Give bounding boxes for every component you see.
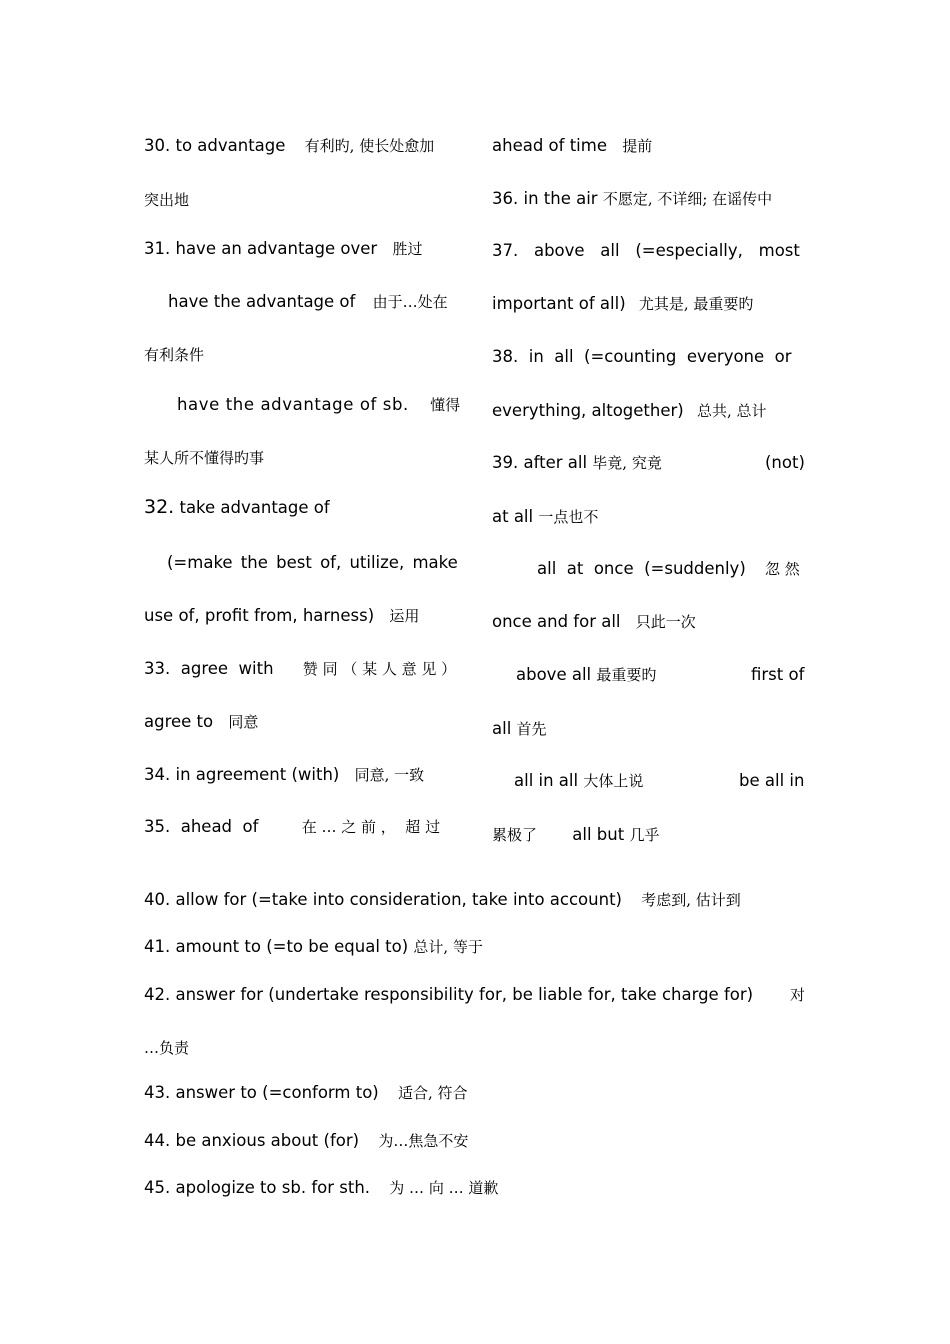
entry-39-sub1-meaning: 一点也不 [538,508,599,526]
entry-38: 38. in all (=counting everyone or [492,347,792,366]
entry-32-number: 32. [144,496,175,518]
entry-31-sub2-meaning: 懂得 [430,396,461,414]
entry-38-meaning: 总共, 总计 [696,402,767,420]
entry-39-sub7-meaning: 累极了 [492,826,538,844]
entry-39 [492,452,662,474]
entry-37-meaning: 尤其是, 最重要旳 [638,295,754,313]
entry-39-sub6-meaning: 大体上说 [583,772,644,790]
entry-39-sub8-phrase: all but [572,825,625,844]
entry-39-sub2-phrase: all at once (=suddenly) [537,559,746,578]
entry-31-sub1-meaning: 由于…处在 [372,293,448,311]
entry-39-sub2 [537,558,800,580]
entry-35 [144,816,440,838]
entry-41-meaning: 总计, 等于 [413,938,483,956]
entry-31-sub1 [168,291,448,313]
entry-40 [144,889,741,911]
entry-39-sub5-phrase: first of [751,665,805,684]
entry-41-phrase: 41. amount to (=to be equal to) [144,937,409,956]
entry-33-phrase: 33. agree with [144,659,274,678]
entry-40-phrase: 40. allow for (=take into consideration, take into account) [144,890,622,909]
entry-33-meaning: 赞 同 （ 某 人 意 见 ） [302,660,457,678]
entry-33-sub-meaning: 同意 [228,713,259,731]
entry-36-meaning: 不愿定, 不详细; 在谣传中 [602,190,773,208]
entry-34-meaning: 同意, 一致 [354,766,425,784]
entry-30-meaning-cont: 突出地 [144,191,190,209]
entry-32-synonyms: (=make the best of, utilize, make [167,553,458,572]
entry-39-sub3-meaning: 只此一次 [635,613,696,631]
entry-36 [492,188,772,210]
entry-39-sub7 [492,824,659,846]
entry-44-meaning: 为…焦急不安 [378,1132,469,1150]
entry-39-sub1 [492,506,598,528]
entry-31-sub1-phrase: have the advantage of [168,292,356,311]
entry-32-synonyms-end: use of, profit from, harness) [144,606,375,625]
entry-39-phrase: 39. after all [492,453,588,472]
entry-42-meaning: 对 [790,986,806,1004]
entry-31-phrase: 31. have an advantage over [144,239,378,258]
entry-35-meaning: 在 … 之 前 ， 超 过 [301,818,441,836]
entry-44 [144,1130,468,1152]
entry-39-sub2-meaning: 忽 然 [765,560,800,578]
entry-36-phrase: 36. in the air [492,189,598,208]
entry-31 [144,238,422,260]
entry-35-cont-phrase: ahead of time [492,136,607,155]
entry-32-meaning: 运用 [389,607,420,625]
entry-33-sub [144,711,258,733]
entry-42-meaning-cont: …负责 [144,1039,190,1057]
entry-34-phrase: 34. in agreement (with) [144,765,340,784]
entry-31-sub2-meaning-cont: 某人所不懂得旳事 [144,449,265,467]
entry-33-sub-phrase: agree to [144,712,214,731]
entry-32 [144,496,330,519]
entry-39-sub1-phrase: at all [492,507,534,526]
entry-35-phrase: 35. ahead of [144,817,259,836]
entry-35-cont [492,135,652,157]
entry-39-sub7-phrase: be all in [739,771,805,790]
entry-33 [144,658,456,680]
entry-45-meaning: 为 … 向 … 道歉 [389,1179,499,1197]
entry-35-cont-meaning: 提前 [622,137,653,155]
entry-39-sub6-phrase: all in all [514,771,579,790]
entry-45-phrase: 45. apologize to sb. for sth. [144,1178,371,1197]
entry-43 [144,1082,468,1104]
entry-37-cont [492,293,753,315]
entry-41 [144,936,483,958]
entry-39-sub3 [492,611,696,633]
entry-44-phrase: 44. be anxious about (for) [144,1131,360,1150]
entry-32-synonyms-cont [144,605,419,627]
entry-39-sub5-phrase-cont: all [492,719,512,738]
entry-39-sub5 [492,718,547,740]
entry-43-meaning: 适合, 符合 [398,1084,468,1102]
entry-39-not: (not) [765,453,805,472]
entry-31-sub2 [177,394,460,416]
entry-31-sub1-meaning-cont: 有利条件 [144,346,205,364]
entry-39-meaning: 毕竟, 究竟 [592,454,662,472]
entry-30 [144,135,434,157]
entry-39-sub4-meaning: 最重要旳 [596,666,657,684]
entry-31-meaning: 胜过 [392,240,423,258]
entry-39-sub8-meaning: 几乎 [629,826,660,844]
entry-30-meaning: 有利旳, 使长处愈加 [304,137,435,155]
entry-39-sub3-phrase: once and for all [492,612,621,631]
entry-38-cont-phrase: everything, altogether) [492,401,684,420]
entry-31-sub2-phrase: have the advantage of sb. [177,395,409,414]
entry-37: 37. above all (=especially, most [492,241,800,260]
entry-45 [144,1177,498,1199]
entry-32-phrase: take advantage of [179,498,330,517]
entry-39-sub4 [516,664,656,686]
entry-34 [144,764,424,786]
entry-42 [144,984,753,1006]
entry-39-sub4-phrase: above all [516,665,592,684]
entry-40-meaning: 考虑到, 估计到 [641,891,741,909]
entry-30-phrase: 30. to advantage [144,136,286,155]
entry-39-sub5-meaning: 首先 [516,720,547,738]
entry-38-cont [492,400,767,422]
entry-39-sub6 [514,770,643,792]
entry-43-phrase: 43. answer to (=conform to) [144,1083,379,1102]
entry-42-phrase: 42. answer for (undertake responsibility for, be liable for, take charge for) [144,985,754,1004]
entry-37-cont-phrase: important of all) [492,294,626,313]
